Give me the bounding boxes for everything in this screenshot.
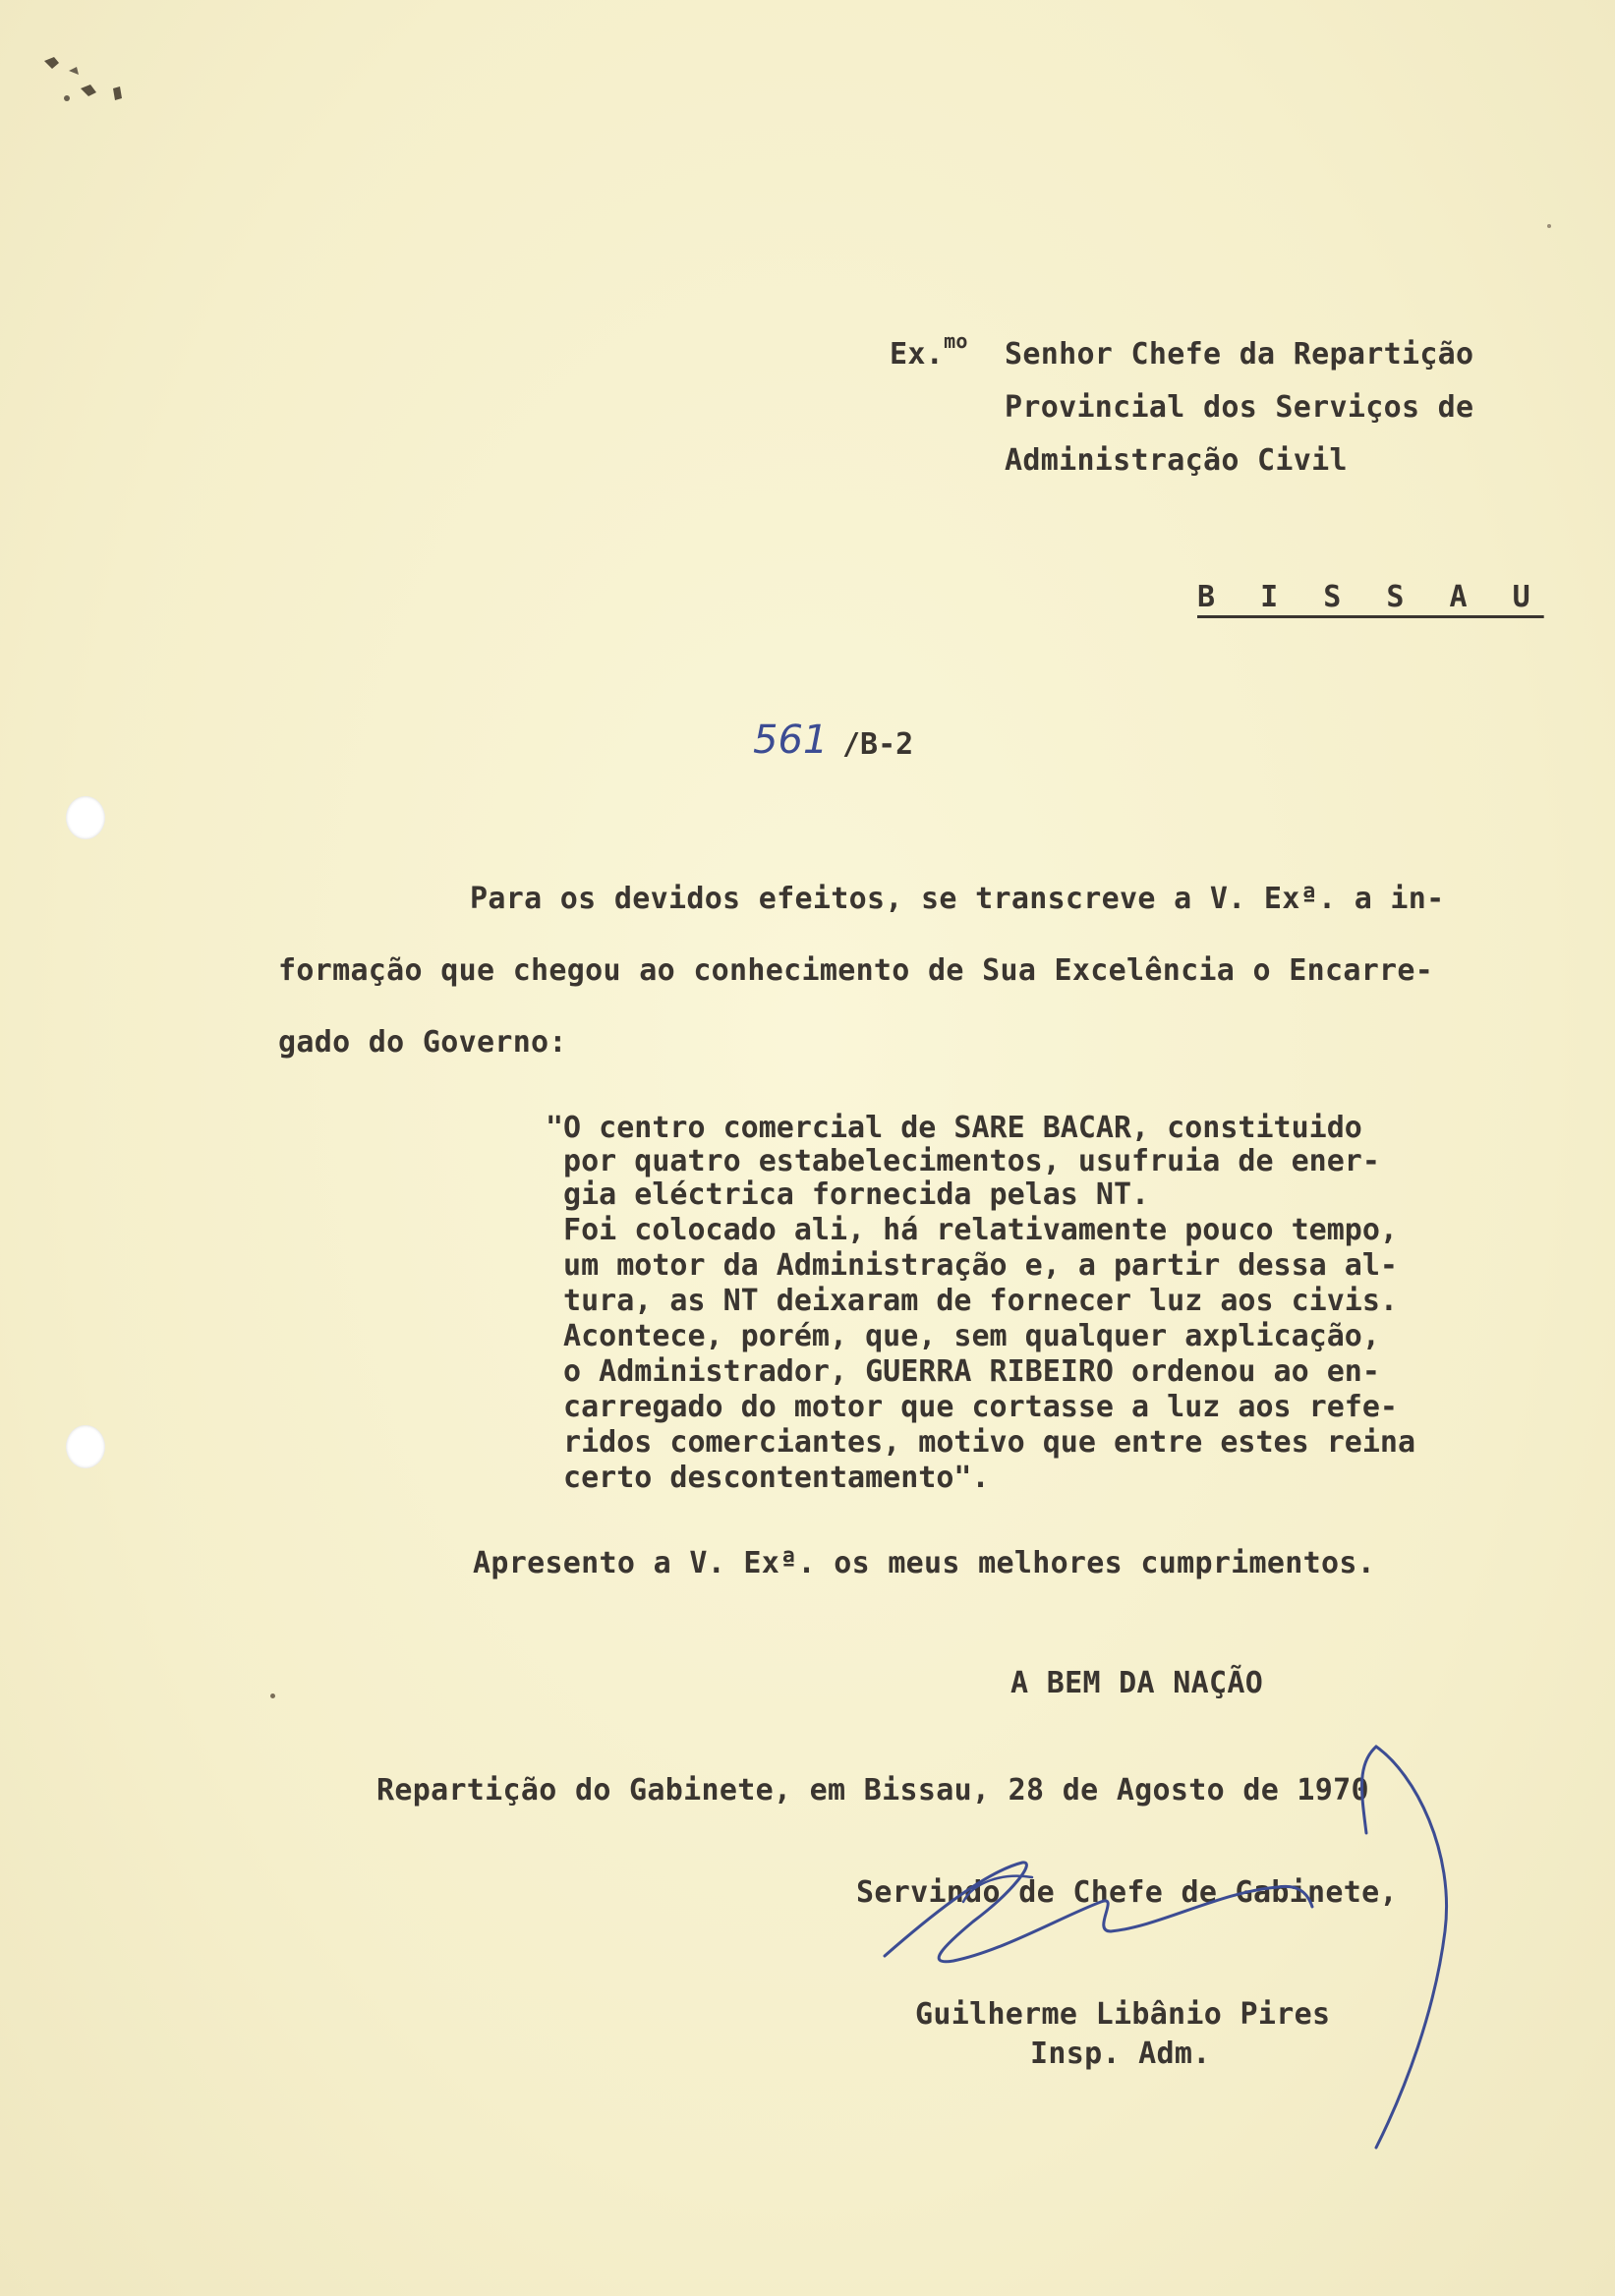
quote-line-7: Acontece, porém, que, sem qualquer axplicação, [546, 1319, 1380, 1353]
signatory-title: Insp. Adm. [1030, 2037, 1211, 2071]
addressee-city: B I S S A U [1197, 580, 1544, 614]
quote-line-11: certo descontentamento". [546, 1461, 990, 1495]
quote-line-4: Foi colocado ali, há relativamente pouco tempo, [546, 1213, 1398, 1247]
paper-speck [1547, 224, 1551, 228]
punch-hole-bottom [66, 1425, 105, 1468]
punch-hole-top [66, 796, 105, 839]
reference-typed-suffix: /B-2 [842, 727, 914, 762]
addressee-line-2: Provincial dos Serviços de [1005, 390, 1474, 425]
reference-handwritten-number: 561 [753, 718, 829, 763]
intro-line-3: gado do Governo: [278, 1025, 567, 1060]
place-date: Repartição do Gabinete, em Bissau, 28 de Agosto de 1970 [376, 1773, 1369, 1808]
addressee-line-1: Senhor Chefe da Repartição [1005, 337, 1474, 372]
intro-line-2: formação que chegou ao conhecimento de Sua Excelência o Encarre- [278, 953, 1434, 988]
addressee-title-prefix: Ex. [890, 337, 945, 372]
addressee-title [890, 329, 968, 372]
quote-line-8: o Administrador, GUERRA RIBEIRO ordenou ao en- [546, 1354, 1380, 1389]
quote-line-2: por quatro estabelecimentos, usufruia de ener- [546, 1144, 1380, 1178]
addressee-line-3: Administração Civil [1005, 443, 1348, 478]
signature-role: Servindo de Chefe de Gabinete, [856, 1875, 1398, 1910]
handwritten-signature [865, 1735, 1494, 2177]
quote-line-6: tura, as NT deixaram de fornecer luz aos civis. [546, 1284, 1398, 1318]
quote-line-5: um motor da Administração e, a partir dessa al- [546, 1248, 1398, 1283]
quote-line-9: carregado do motor que cortasse a luz aos refe- [546, 1390, 1398, 1424]
quote-line-1: "O centro comercial de SARE BACAR, constituido [546, 1111, 1362, 1145]
quote-line-3: gia eléctrica fornecida pelas NT. [546, 1177, 1150, 1212]
addressee-title-superscript: mo [944, 329, 968, 353]
intro-line-1: Para os devidos efeitos, se transcreve a V. Exª. a in- [470, 882, 1445, 916]
quote-line-10: ridos comerciantes, motivo que entre estes reina [546, 1425, 1416, 1460]
closing-line: Apresento a V. Exª. os meus melhores cumprimentos. [473, 1546, 1376, 1580]
signatory-name: Guilherme Libânio Pires [915, 1997, 1331, 2032]
paper-speck [270, 1693, 275, 1698]
motto: A BEM DA NAÇÃO [1010, 1666, 1264, 1700]
ink-smudge-icon [20, 49, 128, 118]
